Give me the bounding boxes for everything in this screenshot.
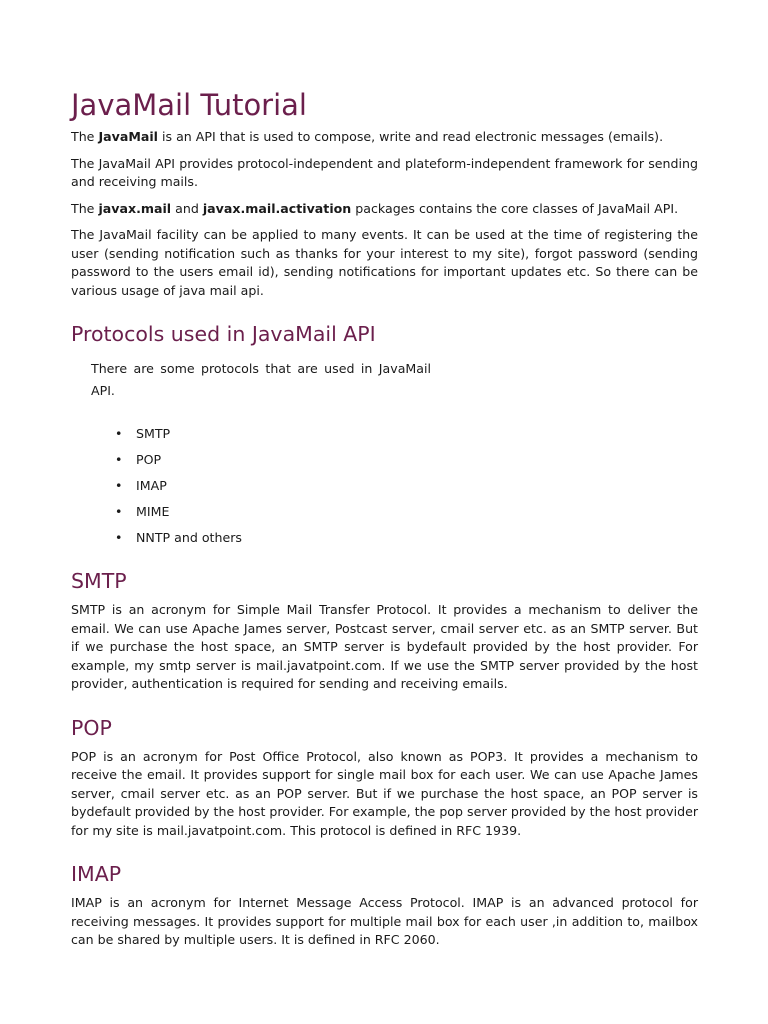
protocols-heading: Protocols used in JavaMail API — [71, 322, 376, 346]
list-item: • IMAP — [71, 473, 698, 499]
pop-paragraph: POP is an acronym for Post Office Protocol, also known as POP3. It provides a mechanism to receive the email. It provides support for single mail box for each user. We can use Apache James server, cmail server etc. as an POP server. But if we purchase the host space, an POP server is bydefault provided by the host provider. For example, the pop server provided by the host provider for my site is mail.javatpoint.com. This protocol is defined in RFC 1939. — [71, 748, 698, 838]
intro-p1-post: is an API that is used to compose, write and read electronic messages (emails). — [158, 129, 664, 144]
list-item: • MIME — [71, 499, 698, 525]
page-title: JavaMail Tutorial — [71, 88, 307, 122]
intro-p1-pre: The — [71, 129, 99, 144]
protocols-lead: There are some protocols that are used in JavaMail API. — [91, 361, 431, 398]
list-item: • NNTP and others — [71, 525, 698, 551]
intro-paragraph-2: The JavaMail API provides protocol-independent and plateform-independent framework for sending and receiving mails. — [71, 155, 698, 189]
intro-p3-post: packages contains the core classes of JavaMail API. — [351, 200, 679, 216]
pop-heading: POP — [71, 715, 112, 740]
imap-paragraph: IMAP is an acronym for Internet Message Access Protocol. IMAP is an advanced protocol for receiving messages. It provides support for multiple mail box for each user ,in addition to, mailbox can be shared by multiple users. It is defined in RFC 2060. — [71, 895, 698, 947]
smtp-heading: SMTP — [71, 569, 127, 593]
protocols-list — [71, 421, 698, 551]
intro-paragraph-4: The JavaMail facility can be applied to many events. It can be used at the time of registering the user (sending notification such as thanks for your interest to my site), forgot password (sending password to the users email id), sending notifications for important updates etc. So there can be various usage of java mail api. — [71, 227, 698, 298]
intro-paragraph-1 — [71, 128, 698, 147]
intro-paragraph-3 — [71, 200, 698, 219]
list-item: • POP — [71, 447, 698, 473]
intro-p3-mid: and — [171, 200, 203, 216]
intro-p3-bold-2: javax.mail.activation — [202, 200, 352, 216]
smtp-paragraph: SMTP is an acronym for Simple Mail Transfer Protocol. It provides a mechanism to deliver the email. We can use Apache James server, Postcast server, cmail server etc. as an SMTP server. But if we purchase the host space, an SMTP server is bydefault provided by the host provider. For example, my smtp server is mail.javatpoint.com. If we use the SMTP server provided by the host provider, authentication is required for sending and receiving emails. — [71, 602, 698, 691]
list-item: • SMTP — [71, 421, 698, 447]
intro-p3-bold-1: javax.mail — [98, 200, 172, 216]
intro-p1-bold: JavaMail — [98, 129, 158, 144]
document-content — [71, 86, 698, 950]
imap-heading: IMAP — [71, 862, 122, 886]
intro-p3-pre: The — [71, 200, 99, 216]
